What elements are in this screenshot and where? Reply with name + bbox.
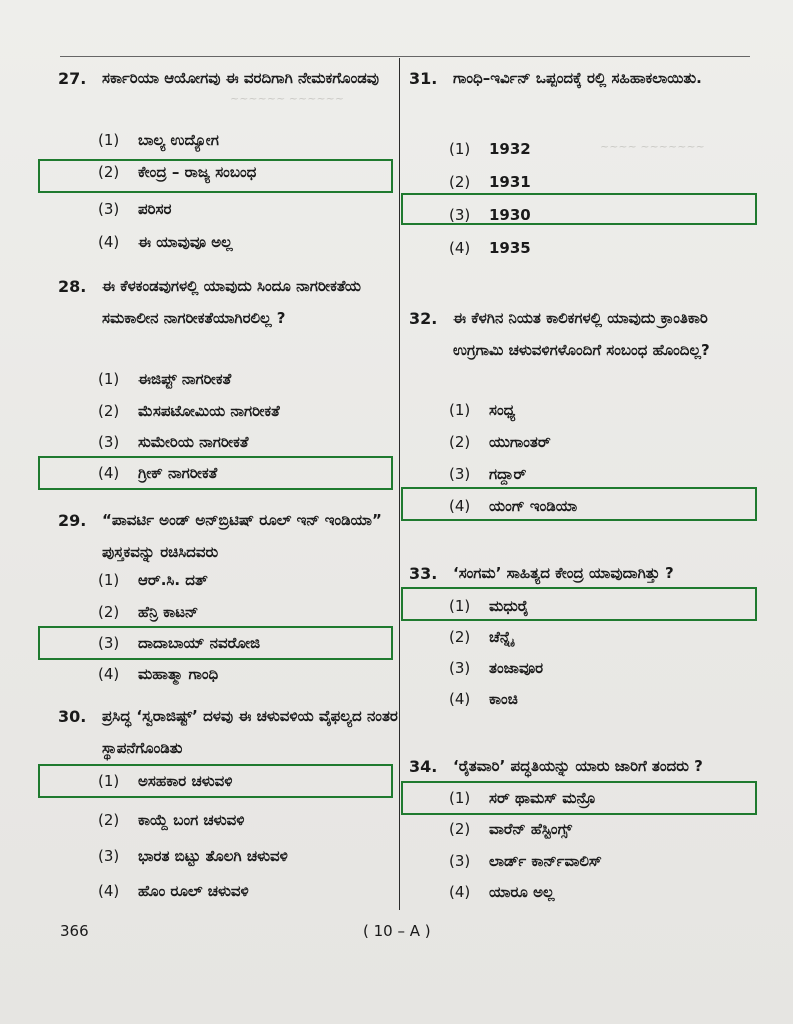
option-30-3[interactable]: [56, 842, 396, 872]
answer-highlight-28: [38, 456, 393, 490]
option-number: (2): [449, 628, 471, 646]
answer-highlight-29: [38, 626, 393, 660]
option-28-3[interactable]: [56, 428, 396, 458]
option-number: (2): [98, 402, 120, 420]
option-number: (1): [449, 789, 471, 807]
option-text: ಮೆಸಪಟೋಮಿಯ ನಾಗರೀಕತೆ: [138, 402, 280, 420]
option-27-3[interactable]: [56, 195, 396, 225]
question-number: 31.: [409, 69, 438, 88]
option-29-4[interactable]: [56, 660, 396, 690]
question-text: ‘ಸಂಗಮ’ ಸಾಹಿತ್ಯದ ಕೇಂದ್ರ ಯಾವುದಾಗಿತ್ತು ?: [453, 564, 674, 582]
answer-highlight-31: [401, 193, 757, 225]
option-number: (4): [98, 233, 120, 251]
question-number: 27.: [58, 69, 87, 88]
bleed-through: ~~~~ ~~~~~~~: [600, 140, 705, 153]
option-number: (1): [449, 140, 471, 158]
option-text: ಆರ್.ಸಿ. ದತ್: [138, 571, 208, 589]
option-text: ಕಾಯ್ದೆ ಬಂಗ ಚಳುವಳಿ: [138, 811, 245, 829]
option-text: ವಾರೆನ್ ಹೆಸ್ಟಿಂಗ್ಸ್: [489, 820, 572, 838]
column-divider: [399, 58, 400, 910]
option-number: (1): [98, 571, 120, 589]
question-number: 33.: [409, 564, 438, 583]
option-number: (2): [449, 433, 471, 451]
option-text: ಲಾರ್ಡ್ ಕಾರ್ನ್‌ವಾಲಿಸ್: [489, 852, 602, 870]
option-text: ಗ್ರೀಕ್ ನಾಗರೀಕತೆ: [138, 464, 218, 482]
option-number: (3): [98, 634, 120, 652]
question-text: ಸರ್ಕಾರಿಯಾ ಆಯೋಗವು ಈ ವರದಿಗಾಗಿ ನೇಮಕಗೊಂಡವು: [102, 69, 380, 87]
option-text: ಚೆನ್ನೈ: [489, 628, 514, 646]
option-number: (3): [98, 433, 120, 451]
question-number: 34.: [409, 757, 438, 776]
option-32-2[interactable]: [407, 428, 747, 458]
option-33-2[interactable]: [407, 623, 747, 653]
option-text: ಕೇಂದ್ರ – ರಾಜ್ಯ ಸಂಬಂಧ: [138, 163, 257, 181]
answer-highlight-27: [38, 159, 393, 193]
option-text: ಸರ್ ಥಾಮಸ್ ಮನ್ರೊ: [489, 789, 596, 807]
option-text: ಯುಗಾಂತರ್: [489, 433, 551, 451]
page-number: 366: [60, 922, 89, 940]
option-text: ಹೆನ್ರಿ ಕಾಟನ್: [138, 603, 199, 621]
option-30-4[interactable]: [56, 877, 396, 907]
option-32-3[interactable]: [407, 460, 747, 490]
option-34-2[interactable]: [407, 815, 747, 845]
option-text: ದಾದಾಬಾಯ್ ನವರೋಜಿ: [138, 634, 261, 652]
option-text: 1931: [489, 173, 531, 191]
option-number: (4): [98, 464, 120, 482]
option-text: ಅಸಹಕಾರ ಚಳುವಳಿ: [138, 772, 233, 790]
option-27-4[interactable]: [56, 228, 396, 258]
option-text: ಯಾರೂ ಅಲ್ಲ: [489, 883, 555, 901]
option-number: (3): [98, 200, 120, 218]
option-28-1[interactable]: [56, 365, 396, 395]
option-text: ಹೊಂ ರೂಲ್ ಚಳುವಳಿ: [138, 882, 249, 900]
option-number: (1): [449, 597, 471, 615]
option-number: (3): [449, 465, 471, 483]
option-34-4[interactable]: [407, 878, 747, 908]
option-33-3[interactable]: [407, 654, 747, 684]
option-text: 1930: [489, 206, 531, 224]
option-number: (2): [449, 173, 471, 191]
option-text: ಈ ಯಾವುವೂ ಅಲ್ಲ: [138, 233, 233, 251]
option-number: (4): [449, 883, 471, 901]
question-number: 28.: [58, 277, 87, 296]
option-31-1[interactable]: [407, 135, 747, 165]
option-number: (2): [98, 603, 120, 621]
option-text: ಮಹಾತ್ಮಾ ಗಾಂಧಿ: [138, 665, 219, 683]
option-29-1[interactable]: [56, 566, 396, 596]
option-text: ತಂಜಾವೂರ: [489, 659, 544, 677]
question-number: 29.: [58, 511, 87, 530]
top-rule: [60, 56, 750, 57]
answer-highlight-30: [38, 764, 393, 798]
option-number: (2): [449, 820, 471, 838]
option-28-2[interactable]: [56, 397, 396, 427]
option-text: ಸಂಧ್ಯ: [489, 401, 516, 419]
option-text: ಗದ್ದಾರ್: [489, 465, 527, 483]
option-number: (1): [98, 370, 120, 388]
option-text: ಮಧುರೈ: [489, 597, 529, 615]
option-number: (4): [449, 497, 471, 515]
question-text: ಪ್ರಸಿದ್ಧ ‘ಸ್ವರಾಜಿಷ್ಟ್’ ದಳವು ಈ ಚಳುವಳಿಯ ವೈಫಲ್ಯದ ನಂತರ ಸ್ಥಾಪನೆಗೊಂಡಿತು: [102, 707, 398, 757]
option-number: (1): [98, 772, 120, 790]
question-number: 30.: [58, 707, 87, 726]
option-text: ಸುಮೇರಿಯ ನಾಗರೀಕತೆ: [138, 433, 249, 451]
option-31-4[interactable]: [407, 234, 747, 264]
option-29-2[interactable]: [56, 598, 396, 628]
option-number: (3): [449, 659, 471, 677]
answer-highlight-34: [401, 781, 757, 815]
option-number: (4): [449, 690, 471, 708]
question-text: ಗಾಂಧಿ–ಇರ್ವಿನ್ ಒಪ್ಪಂದಕ್ಕೆ ರಲ್ಲಿ ಸಹಿಹಾಕಲಾಯಿತು.: [453, 69, 702, 87]
option-text: 1932: [489, 140, 531, 158]
option-number: (4): [98, 665, 120, 683]
question-text: ಈ ಕೆಳಗಿನ ನಿಯತ ಕಾಲಿಕಗಳಲ್ಲಿ ಯಾವುದು ಕ್ರಾಂತಿಕಾರಿ ಉಗ್ರಗಾಮಿ ಚಳುವಳಿಗಳೊಂದಿಗೆ ಸಂಬಂಧ ಹೊಂದಿಲ್ಲ?: [453, 309, 710, 359]
question-text: ‘ರೈತವಾರಿ’ ಪದ್ಧತಿಯನ್ನು ಯಾರು ಜಾರಿಗೆ ತಂದರು ?: [453, 757, 703, 775]
option-number: (2): [98, 163, 120, 181]
option-text: ಕಾಂಚಿ: [489, 690, 518, 708]
option-number: (4): [449, 239, 471, 257]
bleed-through: ~~~~~~ ~~~~~~: [230, 92, 345, 105]
option-text: ಭಾರತ ಬಿಟ್ಟು ತೊಲಗಿ ಚಳುವಳಿ: [138, 847, 288, 865]
option-32-1[interactable]: [407, 396, 747, 426]
option-number: (3): [98, 847, 120, 865]
option-number: (1): [449, 401, 471, 419]
question-text: “ಪಾವರ್ಟಿ ಅಂಡ್ ಅನ್‌ಬ್ರಿಟಿಷ್ ರೂಲ್ ಇನ್ ಇಂಡಿಯಾ” ಪುಸ್ತಕವನ್ನು ರಚಿಸಿದವರು: [102, 511, 382, 561]
option-text: 1935: [489, 239, 531, 257]
option-number: (3): [449, 852, 471, 870]
option-text: ಬಾಲ್ಯ ಉದ್ಯೋಗ: [138, 131, 219, 149]
option-33-4[interactable]: [407, 685, 747, 715]
option-number: (2): [98, 811, 120, 829]
option-number: (1): [98, 131, 120, 149]
answer-highlight-33: [401, 587, 757, 621]
option-number: (3): [449, 206, 471, 224]
question-number: 32.: [409, 309, 438, 328]
option-27-1[interactable]: [56, 126, 396, 156]
answer-highlight-32: [401, 487, 757, 521]
question-text: ಈ ಕೆಳಕಂಡವುಗಳಲ್ಲಿ ಯಾವುದು ಸಿಂದೂ ನಾಗರೀಕತೆಯ ಸಮಕಾಲೀನ ನಾಗರೀಕತೆಯಾಗಿರಲಿಲ್ಲ ?: [102, 277, 361, 327]
booklet-code: ( 10 – A ): [363, 922, 431, 940]
option-30-2[interactable]: [56, 806, 396, 836]
option-text: ಪರಿಸರ: [138, 200, 172, 218]
option-text: ಈಜಿಪ್ಟ್ ನಾಗರೀಕತೆ: [138, 370, 232, 388]
option-number: (4): [98, 882, 120, 900]
option-34-3[interactable]: [407, 847, 747, 877]
option-text: ಯಂಗ್ ಇಂಡಿಯಾ: [489, 497, 578, 515]
